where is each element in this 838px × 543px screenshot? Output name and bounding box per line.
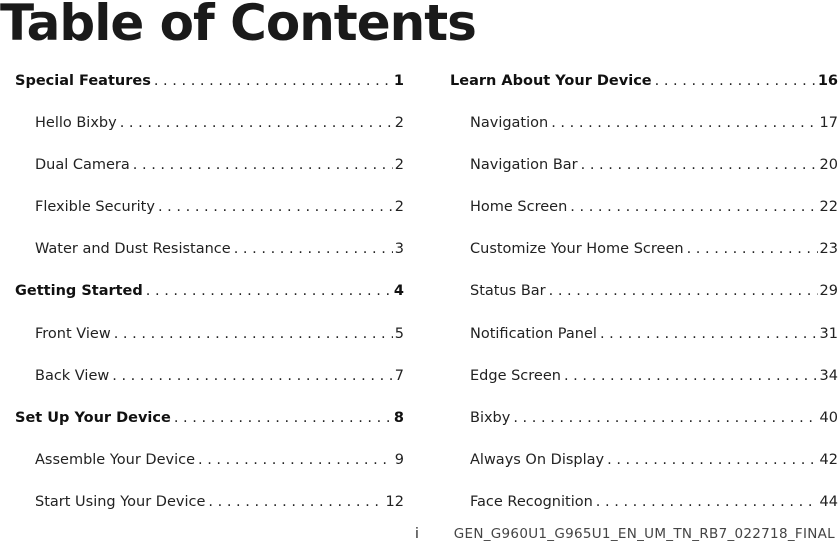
toc-section-entry[interactable]: [15, 62, 404, 104]
toc-entry-label: Notification Panel: [470, 325, 597, 342]
toc-entry-label: Flexible Security: [35, 199, 155, 216]
toc-entry-page: 16: [817, 73, 838, 89]
dot-leader: [133, 146, 393, 184]
toc-entry-label: Home Screen: [470, 199, 568, 216]
toc-entry-page: 7: [394, 367, 404, 384]
toc-entry-page: 20: [819, 157, 838, 174]
dot-leader: [600, 315, 818, 353]
toc-subsection-entry[interactable]: [450, 399, 838, 441]
dot-leader: [596, 483, 818, 521]
toc-entry-label: Customize Your Home Screen: [470, 241, 684, 258]
toc-entry-page: 44: [819, 493, 838, 510]
toc-entry-label: Assemble Your Device: [35, 451, 195, 468]
toc-entry-label: Hello Bixby: [35, 115, 117, 132]
toc-entry-label: Bixby: [470, 409, 511, 426]
toc-subsection-entry[interactable]: [450, 146, 838, 188]
dot-leader: [551, 104, 817, 142]
toc-entry-page: 34: [819, 367, 838, 384]
toc-subsection-entry[interactable]: [15, 188, 404, 230]
toc-entry-page: 42: [819, 451, 838, 468]
dot-leader: [687, 230, 818, 268]
toc-entry-page: 17: [819, 115, 838, 132]
toc-subsection-entry[interactable]: [15, 357, 404, 399]
toc-subsection-entry[interactable]: [450, 188, 838, 230]
toc-left-column: [15, 62, 404, 525]
toc-section-entry[interactable]: [450, 62, 838, 104]
toc-entry-label: Navigation Bar: [470, 157, 578, 174]
toc-subsection-entry[interactable]: [450, 104, 838, 146]
footer-page-number: i: [415, 526, 419, 542]
toc-entry-page: 8: [393, 409, 404, 426]
toc-subsection-entry[interactable]: [15, 146, 404, 188]
toc-entry-label: Always On Display: [470, 451, 605, 468]
toc-subsection-entry[interactable]: [15, 483, 404, 525]
toc-entry-page: 23: [819, 241, 838, 258]
dot-leader: [174, 399, 392, 437]
dot-leader: [154, 62, 392, 100]
toc-subsection-entry[interactable]: [15, 441, 404, 483]
toc-subsection-entry[interactable]: [450, 441, 838, 483]
toc-entry-label: Navigation: [470, 115, 549, 132]
dot-leader: [570, 188, 817, 226]
dot-leader: [158, 188, 393, 226]
dot-leader: [581, 146, 818, 184]
toc-entry-page: 9: [394, 451, 404, 468]
toc-entry-page: 12: [385, 493, 404, 510]
toc-entry-page: 22: [819, 199, 838, 216]
toc-entry-label: Dual Camera: [35, 157, 130, 174]
toc-entry-page: 2: [394, 157, 404, 174]
toc-subsection-entry[interactable]: [450, 315, 838, 357]
dot-leader: [655, 62, 816, 100]
toc-entry-page: 31: [819, 325, 838, 342]
dot-leader: [198, 441, 393, 479]
toc-entry-label: Getting Started: [15, 283, 143, 300]
toc-entry-label: Front View: [35, 325, 111, 342]
toc-entry-label: Set Up Your Device: [15, 409, 171, 426]
dot-leader: [120, 104, 393, 142]
dot-leader: [607, 441, 817, 479]
toc-entry-label: Back View: [35, 367, 110, 384]
toc-entry-page: 4: [393, 283, 404, 300]
toc-entry-page: 1: [393, 73, 404, 89]
toc-entry-page: 40: [819, 409, 838, 426]
toc-entry-page: 29: [819, 283, 838, 300]
dot-leader: [208, 483, 383, 521]
footer-document-id: GEN_G960U1_G965U1_EN_UM_TN_RB7_022718_FINAL: [453, 526, 835, 542]
toc-entry-label: Start Using Your Device: [35, 493, 206, 510]
dot-leader: [564, 357, 818, 395]
toc-subsection-entry[interactable]: [15, 104, 404, 146]
toc-entry-page: 3: [394, 241, 404, 258]
toc-entry-label: Face Recognition: [470, 493, 593, 510]
dot-leader: [112, 357, 393, 395]
dot-leader: [114, 315, 393, 353]
toc-subsection-entry[interactable]: [15, 230, 404, 272]
toc-entry-page: 2: [394, 115, 404, 132]
dot-leader: [549, 272, 818, 310]
toc-subsection-entry[interactable]: [450, 230, 838, 272]
toc-subsection-entry[interactable]: [15, 315, 404, 357]
toc-subsection-entry[interactable]: [450, 357, 838, 399]
toc-entry-label: Edge Screen: [470, 367, 561, 384]
toc-subsection-entry[interactable]: [450, 272, 838, 314]
page-title: Table of Contents: [0, 0, 476, 52]
dot-leader: [234, 230, 393, 268]
toc-entry-label: Learn About Your Device: [450, 73, 652, 89]
toc-entry-label: Status Bar: [470, 283, 546, 300]
toc-subsection-entry[interactable]: [450, 483, 838, 525]
toc-entry-page: 5: [394, 325, 404, 342]
toc-entry-label: Water and Dust Resistance: [35, 241, 231, 258]
dot-leader: [146, 272, 392, 310]
toc-right-column: [450, 62, 838, 525]
dot-leader: [513, 399, 817, 437]
toc-entry-page: 2: [394, 199, 404, 216]
toc-entry-label: Special Features: [15, 73, 151, 89]
toc-section-entry[interactable]: [15, 272, 404, 314]
toc-section-entry[interactable]: [15, 399, 404, 441]
